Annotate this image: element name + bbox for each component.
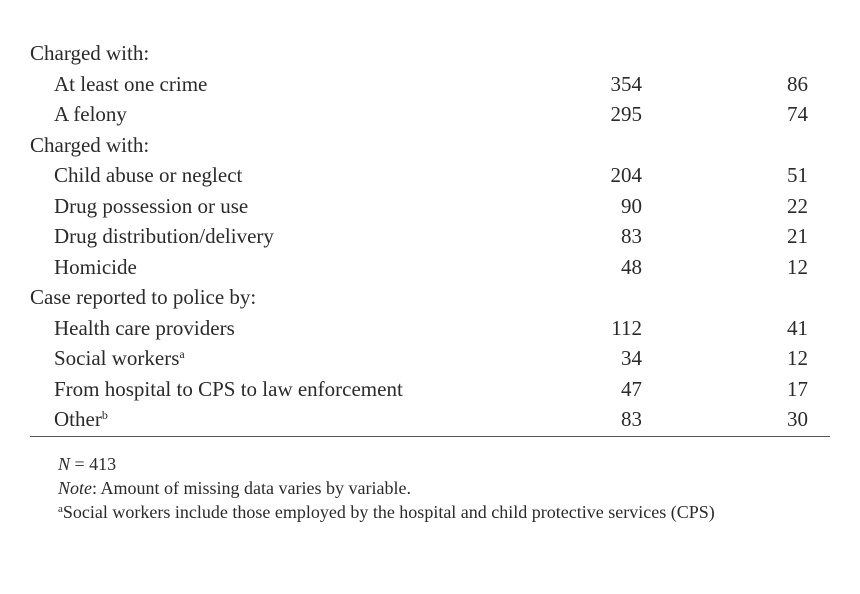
value-column-2: 51 <box>787 163 808 187</box>
note-text: : Amount of missing data varies by variable. <box>92 478 411 498</box>
value-column-1: 34 <box>621 346 642 370</box>
value-column-1: 204 <box>610 163 642 187</box>
row-label <box>54 160 242 191</box>
value-column-2: 21 <box>787 224 808 248</box>
missing-data-note <box>58 476 848 500</box>
data-table <box>30 38 830 435</box>
row-label-text: At least one crime <box>54 71 208 96</box>
row-label-text: A felony <box>54 102 127 126</box>
row-label <box>54 221 274 252</box>
value-column-1: 48 <box>621 254 642 279</box>
value-column-2: 12 <box>787 346 808 370</box>
sample-size-note <box>58 452 848 476</box>
value-column-2: 17 <box>787 376 808 401</box>
section-header-label <box>30 130 149 161</box>
section-header-row <box>30 282 830 313</box>
row-label-text: Social workers <box>54 346 180 370</box>
row-label-text: Child abuse or neglect <box>54 163 243 187</box>
table-row <box>30 404 830 435</box>
row-label-text: Charged with: <box>30 41 150 65</box>
sample-size-value: = 413 <box>70 454 117 474</box>
value-column-2: 22 <box>787 193 808 218</box>
section-header-label <box>30 38 149 69</box>
section-header-row <box>30 38 830 69</box>
row-label-text: Other <box>54 407 102 431</box>
sample-size-symbol: N <box>58 454 71 474</box>
section-header-label <box>30 282 256 313</box>
row-label <box>54 99 127 130</box>
value-column-1: 295 <box>610 102 642 126</box>
value-column-1: 47 <box>621 376 642 401</box>
table-row <box>30 69 830 100</box>
footnote-a-text: Social workers include those employed by the hospital and child protective services (CPS) <box>62 502 715 522</box>
footnote-marker: b <box>101 408 108 422</box>
row-label <box>54 343 185 374</box>
table-row <box>30 160 830 191</box>
table-row <box>30 343 830 374</box>
row-label <box>54 374 403 405</box>
row-label-text: Homicide <box>54 254 137 279</box>
footnote-a-marker: a <box>58 503 63 515</box>
section-header-row <box>30 130 830 161</box>
table-row <box>30 252 830 283</box>
table-notes <box>58 452 848 524</box>
row-label <box>54 191 248 222</box>
value-column-1: 354 <box>610 71 642 96</box>
value-column-2: 41 <box>787 315 808 340</box>
value-column-1: 112 <box>611 315 642 340</box>
value-column-2: 74 <box>787 102 808 126</box>
table-row <box>30 191 830 222</box>
row-label <box>54 313 235 344</box>
value-column-2: 12 <box>787 254 808 279</box>
row-label-text: Charged with: <box>30 132 150 157</box>
row-label <box>54 252 137 283</box>
value-column-1: 83 <box>621 407 642 431</box>
value-column-1: 83 <box>621 224 642 248</box>
table-body <box>30 38 830 435</box>
footnote-a <box>58 500 848 524</box>
row-label <box>54 404 108 435</box>
row-label-text: Drug possession or use <box>54 193 249 218</box>
table-row <box>30 221 830 252</box>
row-label-text: Drug distribution/delivery <box>54 224 274 248</box>
value-column-2: 30 <box>787 407 808 431</box>
note-label: Note <box>58 478 92 498</box>
row-label <box>54 69 207 100</box>
value-column-1: 90 <box>621 193 642 218</box>
footnote-marker: a <box>179 347 185 361</box>
row-label-text: From hospital to CPS to law enforcement <box>54 376 403 401</box>
table-bottom-rule <box>30 436 830 437</box>
row-label-text: Case reported to police by: <box>30 285 257 309</box>
value-column-2: 86 <box>787 71 808 96</box>
table-row <box>30 99 830 130</box>
table-row <box>30 313 830 344</box>
row-label-text: Health care providers <box>54 315 235 340</box>
table-row <box>30 374 830 405</box>
